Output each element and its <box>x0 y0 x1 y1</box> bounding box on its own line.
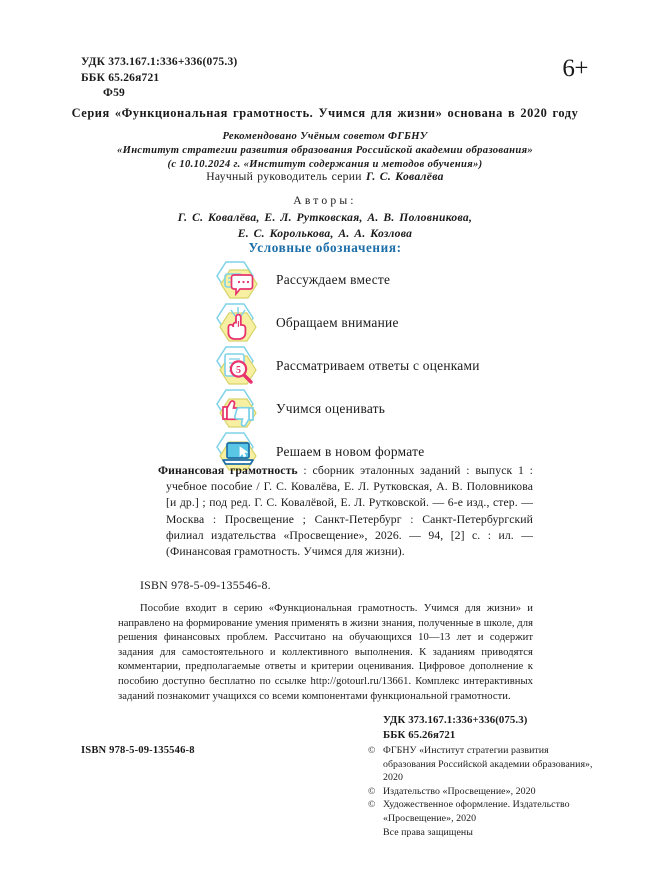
legend-item-label: Решаем в новом формате <box>276 443 425 459</box>
pointing-hand-icon <box>210 301 264 345</box>
footer-isbn: ISBN 978-5-09-135546-8 <box>81 745 195 756</box>
recommendation-line-3: (с 10.10.2024 г. «Институт содержания и методов обучения») <box>167 159 483 170</box>
legend-list <box>210 258 590 473</box>
udk-code: УДК 373.167.1:336+336(075.3) <box>81 56 238 68</box>
copyright-text: Издательство «Просвещение», 2020 <box>383 785 536 797</box>
supervisor-label: Научный руководитель серии <box>206 170 362 183</box>
legend-item <box>210 387 590 430</box>
footer-bbk: ББК 65.26я721 <box>383 728 456 741</box>
copyright-line <box>368 785 598 799</box>
bibliographic-record <box>118 463 533 560</box>
annotation-text: Пособие входит в серию «Функциональная грамотность. Учимся для жизни» и направлено на формирование умения применять в жизни знания, полученные в школе, для решения финансовых проблем. Рассчитано на обучающихся 10—13 лет и содержит задания для самостоятельного и коллективного выполнения. К заданиям приводятся комментарии, предполагаемые ответы и критерии оценивания. Цифровое дополнение к пособию доступно бесплатно по ссылке http://gotourl.ru/13661. Комплекс интерактивных заданий познакомит учащихся со всеми компонентами функциональной грамотности. <box>118 603 533 702</box>
copyright-block <box>368 744 598 839</box>
svg-text:5: 5 <box>236 364 241 376</box>
footer-udk: УДК 373.167.1:336+336(075.3) <box>383 714 528 726</box>
legend-item <box>210 258 590 301</box>
authors-line-1: Г. С. Ковалёва, Е. Л. Рутковская, А. В. Половникова, <box>177 211 473 224</box>
authors-list <box>0 210 650 241</box>
authors-line-2: Е. С. Королькова, А. А. Козлова <box>237 226 413 240</box>
record-isbn: ISBN 978-5-09-135546-8. <box>140 578 271 592</box>
recommendation-block <box>0 130 650 172</box>
authors-heading: Авторы: <box>293 194 357 207</box>
copyright-text: Художественное оформление. Издательство «Просвещение», 2020 <box>383 799 570 824</box>
scientific-supervisor <box>0 170 650 183</box>
classification-codes <box>81 55 237 102</box>
legend-item-label: Учимся оценивать <box>276 400 386 416</box>
legend-item <box>210 344 590 387</box>
legend-item <box>210 301 590 344</box>
legend-item-label: Рассуждаем вместе <box>276 271 391 287</box>
record-title: Финансовая грамотность <box>158 464 298 477</box>
thumbs-up-down-icon <box>210 387 264 431</box>
legend-title: Условные обозначения: <box>248 240 402 255</box>
copyright-symbol: © <box>368 799 376 811</box>
copyright-symbol: © <box>368 745 376 756</box>
copyright-line <box>368 744 598 785</box>
copyright-text: ФГБНУ «Институт стратегии развития образования Российской академии образования», 2020 <box>383 745 593 784</box>
record-details: : сборник эталонных заданий : выпуск 1 : учебное пособие / Г. С. Ковалёва, Е. Л. Рутковская, А. В. Половникова [и др.] ; под ред. Г. С. Ковалёвой, Е. Л. Рутковской. — 6-е изд., стер. — Москва : Просвещение ; Санкт-Петербург : Санкт-Петербургский филиал издательства «Просвещение», 2026. — 94, [2] с. : ил. — (Финансовая грамотность. Учимся для жизни). <box>166 464 534 559</box>
legend-item-label: Рассматриваем ответы с оценками <box>276 357 480 373</box>
cutter-number: Ф59 <box>103 87 125 99</box>
recommendation-line-1: Рекомендовано Учёным советом ФГБНУ <box>222 131 428 142</box>
series-line: Серия «Функциональная грамотность. Учимся для жизни» основана в 2020 году <box>71 106 579 120</box>
rights-reserved: Все права защищены <box>383 826 473 838</box>
copyright-symbol: © <box>368 785 376 797</box>
footer-classification <box>383 713 527 742</box>
bbk-code: ББК 65.26я721 <box>81 71 160 84</box>
age-rating-mark: 6+ <box>562 55 588 82</box>
magnifier-grade-icon <box>210 344 264 388</box>
speech-bubbles-icon <box>210 258 264 302</box>
supervisor-name: Г. С. Ковалёва <box>365 170 444 183</box>
legend-item-label: Обращаем внимание <box>276 314 399 330</box>
recommendation-line-2: «Институт стратегии развития образования Российской академии образования» <box>116 145 534 156</box>
copyright-line <box>368 798 598 825</box>
